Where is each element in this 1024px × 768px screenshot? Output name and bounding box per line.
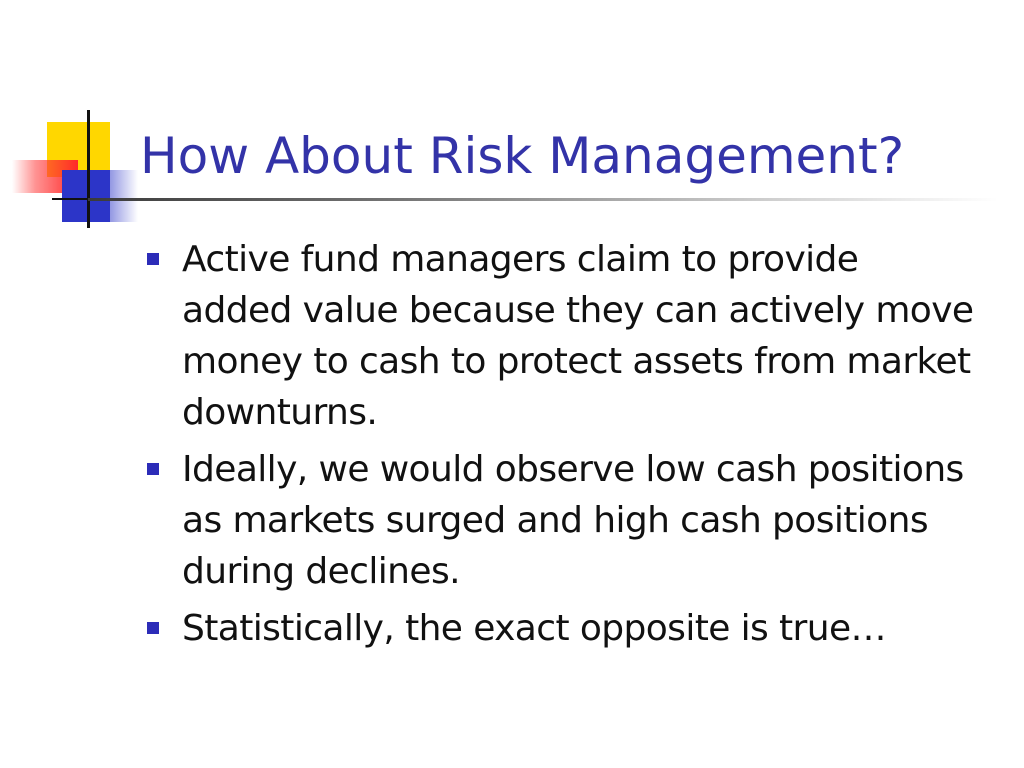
bullet-text: Ideally, we would observe low cash positions as markets surged and high cash positions during declines. [182,449,964,592]
decorative-logo-graphic [0,0,160,240]
logo-blue-fade [108,170,138,222]
logo-blue-square [62,170,110,222]
square-bullet-icon [147,253,159,265]
bullet-item [145,444,975,597]
square-bullet-icon [147,622,159,634]
bullet-text: Active fund managers claim to provide added value because they can actively move money to cash to protect assets from market downturns. [182,239,974,433]
slide-title: How About Risk Management? [140,127,905,185]
title-underline-rule [88,198,998,201]
bullet-item [145,603,975,654]
bullet-text: Statistically, the exact opposite is true… [182,608,886,649]
square-bullet-icon [147,463,159,475]
bullet-item [145,234,975,438]
bullet-list [145,234,975,660]
logo-vertical-line [87,110,90,228]
